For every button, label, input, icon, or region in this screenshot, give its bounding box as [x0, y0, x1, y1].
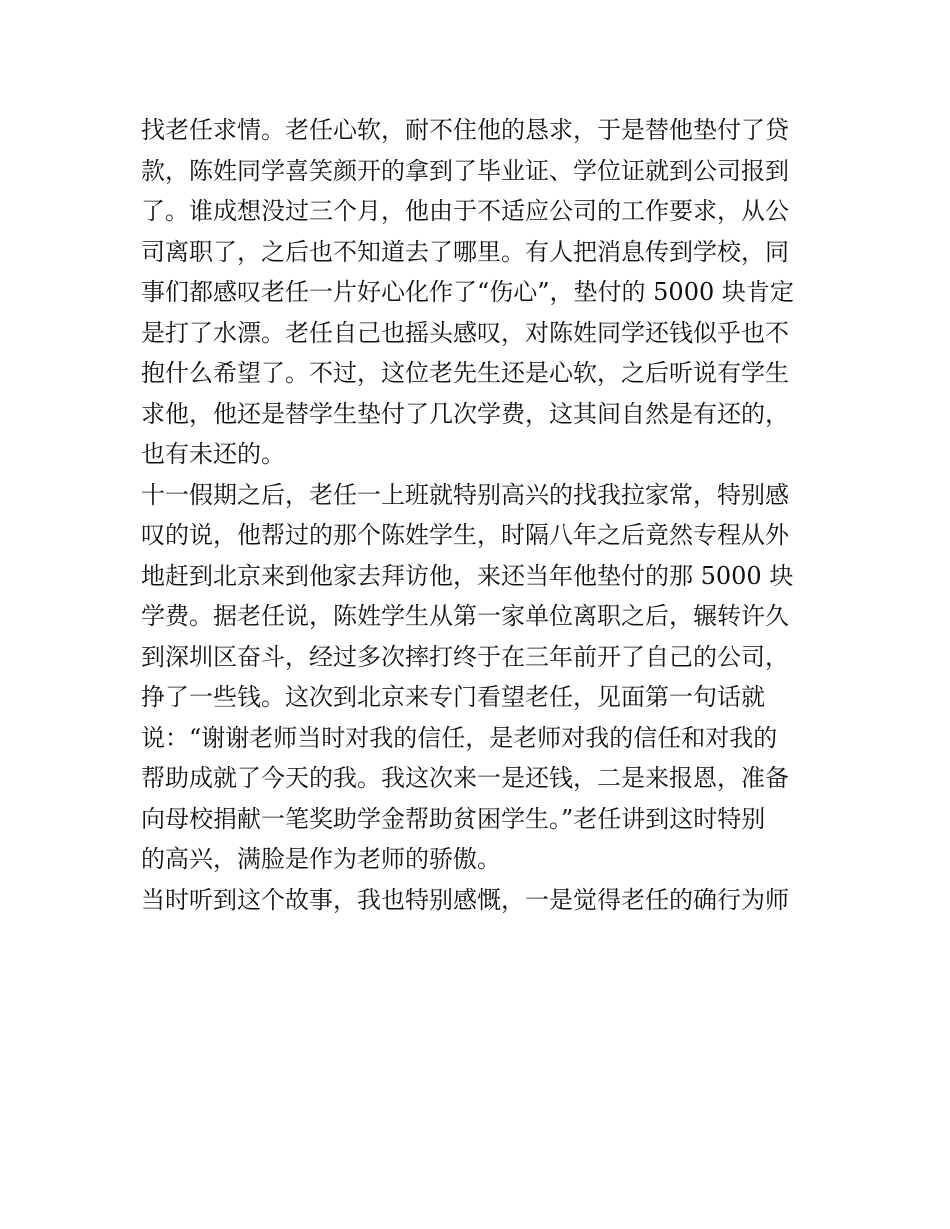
text-line: 司离职了，之后也不知道去了哪里。有人把消息传到学校，同 — [141, 237, 789, 266]
text-line: 挣了一些钱。这次到北京来专门看望老任，见面第一句话就 — [141, 683, 765, 711]
text-line: 十一假期之后，老任一上班就特别高兴的找我拉家常，特别感 — [141, 480, 789, 509]
text-line: 也有未还的。 — [141, 440, 285, 468]
text-line: 学费。据老任说，陈姓学生从第一家单位离职之后，辗转许久 — [141, 602, 789, 630]
text-line: 了。谁成想没过三个月，他由于不适应公司的工作要求，从公 — [141, 197, 789, 225]
text-line: 地赶到北京来到他家去拜访他，来还当年他垫付的那 5000 块 — [141, 561, 794, 590]
text-line: 事们都感叹老任一片好心化作了“伤心”，垫付的 5000 块肯定 — [141, 278, 794, 306]
text-line: 抱什么希望了。不过，这位老先生还是心软，之后听说有学生 — [141, 359, 789, 387]
text-line: 款，陈姓同学喜笑颜开的拿到了毕业证、学位证就到公司报到 — [141, 156, 789, 185]
text-line: 帮助成就了今天的我。我这次来一是还钱，二是来报恩，准备 — [141, 764, 789, 792]
text-line: 是打了水漂。老任自己也摇头感叹，对陈姓同学还钱似乎也不 — [141, 318, 789, 347]
text-line: 求他，他还是替学生垫付了几次学费，这其间自然是有还的， — [141, 399, 789, 428]
text-line: 当时听到这个故事，我也特别感慨，一是觉得老任的确行为师 — [141, 885, 789, 914]
text-line: 向母校捐献一笔奖助学金帮助贫困学生。”老任讲到这时特别 — [141, 804, 766, 833]
text-line: 说：“谢谢老师当时对我的信任，是老师对我的信任和对我的 — [141, 723, 778, 752]
text-line: 到深圳区奋斗，经过多次摔打终于在三年前开了自己的公司， — [141, 642, 789, 671]
text-line: 找老任求情。老任心软，耐不住他的恳求，于是替他垫付了贷 — [141, 116, 789, 144]
text-line: 的高兴，满脸是作为老师的骄傲。 — [141, 845, 501, 873]
body-text — [141, 110, 821, 920]
text-line: 叹的说，他帮过的那个陈姓学生，时隔八年之后竟然专程从外 — [141, 521, 789, 549]
